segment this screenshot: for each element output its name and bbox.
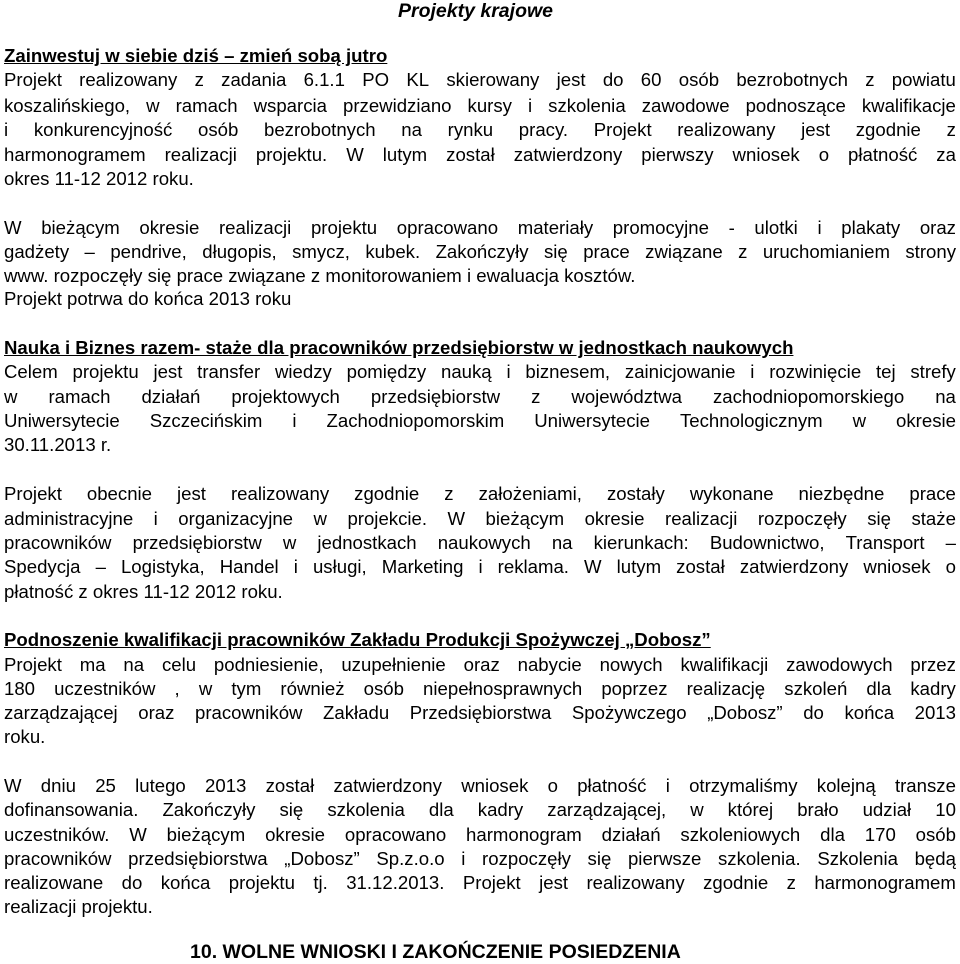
word: zainicjowanie bbox=[624, 361, 736, 382]
word: naukowych bbox=[437, 532, 531, 553]
word: na bbox=[123, 654, 145, 675]
word: zadania bbox=[221, 69, 287, 90]
word: kursy bbox=[467, 95, 512, 116]
word: otrzymaliśmy bbox=[689, 775, 798, 796]
word: związane bbox=[645, 241, 723, 262]
word: Zakończyły bbox=[435, 241, 529, 262]
word: PO bbox=[362, 69, 390, 90]
word: transfer bbox=[197, 361, 261, 382]
word: się bbox=[279, 799, 304, 820]
word: i bbox=[292, 410, 297, 431]
word: zawodowe bbox=[641, 95, 730, 116]
word: tj. bbox=[313, 872, 328, 893]
word: długopis, bbox=[202, 241, 277, 262]
word: i bbox=[153, 508, 158, 529]
word: kwalifikacji bbox=[680, 654, 769, 675]
word: Budownictwo, bbox=[709, 532, 825, 553]
word: bieżącym bbox=[166, 824, 246, 845]
word: niepełnosprawnych bbox=[423, 678, 583, 699]
word: do bbox=[121, 872, 143, 893]
word: skierowany bbox=[446, 69, 540, 90]
paragraph-line: Projekt potrwa do końca 2013 roku bbox=[4, 288, 292, 309]
word: strefy bbox=[910, 361, 956, 382]
word: Szczecińskim bbox=[149, 410, 263, 431]
word: Zakładu bbox=[323, 702, 390, 723]
word: na bbox=[401, 119, 422, 140]
word: ma bbox=[79, 654, 106, 675]
word: okresie bbox=[584, 508, 645, 529]
word: Transport bbox=[845, 532, 925, 553]
word: podnoszące bbox=[745, 95, 846, 116]
word: ramach bbox=[48, 386, 111, 407]
word: powiatu bbox=[891, 69, 956, 90]
word: 6.1.1 bbox=[303, 69, 345, 90]
word: realizowane bbox=[4, 872, 104, 893]
word: został bbox=[265, 775, 315, 796]
word: Projekt bbox=[593, 119, 652, 140]
word: dofinansowania. bbox=[4, 799, 139, 820]
paragraph-line bbox=[4, 871, 956, 895]
word: przedsiębiorstwa bbox=[128, 848, 268, 869]
word: pendrive, bbox=[110, 241, 187, 262]
word: staże bbox=[911, 508, 956, 529]
word: w bbox=[690, 799, 704, 820]
word: oraz bbox=[919, 217, 956, 238]
word: do bbox=[602, 69, 624, 90]
section-title-dobosz: Podnoszenie kwalifikacji pracowników Zakładu Produkcji Spożywczej „Dobosz” bbox=[4, 629, 711, 650]
word: Projekt bbox=[4, 69, 62, 90]
word: pracowników bbox=[194, 702, 303, 723]
word: jednostkach bbox=[317, 532, 417, 553]
word: usługi, bbox=[312, 556, 367, 577]
word: 31.12.2013. bbox=[346, 872, 445, 893]
word: transze bbox=[894, 775, 956, 796]
word: zarządzającej, bbox=[547, 799, 667, 820]
word: płatność bbox=[577, 775, 647, 796]
word: jest bbox=[177, 483, 206, 504]
paragraph-line bbox=[4, 677, 956, 701]
word: województwa bbox=[571, 386, 682, 407]
word: z bbox=[194, 69, 204, 90]
word: realizowany bbox=[230, 483, 330, 504]
word: realizowany bbox=[79, 69, 178, 90]
word: lutym bbox=[382, 144, 428, 165]
word: i bbox=[293, 556, 298, 577]
word: brało bbox=[797, 799, 839, 820]
paragraph-line: 30.11.2013 r. bbox=[4, 434, 112, 455]
paragraph-line: realizacji projektu. bbox=[4, 896, 153, 917]
word: rozpoczęły bbox=[482, 848, 571, 869]
word: poprzez bbox=[601, 678, 668, 699]
word: wniosek bbox=[461, 775, 529, 796]
word: zachodniopomorskiego bbox=[712, 386, 905, 407]
word: w bbox=[313, 508, 327, 529]
word: materiały bbox=[517, 217, 594, 238]
word: na bbox=[551, 532, 573, 553]
word: projektu bbox=[228, 872, 295, 893]
word: dla bbox=[866, 678, 892, 699]
word: rynku bbox=[447, 119, 494, 140]
word: Szkolenia bbox=[817, 848, 898, 869]
paragraph-line bbox=[4, 385, 956, 409]
paragraph-line bbox=[4, 847, 956, 871]
word: przewidziano bbox=[342, 95, 452, 116]
paragraph-line bbox=[4, 653, 956, 677]
word: W bbox=[447, 508, 466, 529]
word: strony bbox=[905, 241, 956, 262]
word: jest bbox=[801, 119, 831, 140]
word: uzupełnienie bbox=[341, 654, 446, 675]
word: i bbox=[461, 848, 466, 869]
word: 60 bbox=[640, 69, 662, 90]
word: uruchomianiem bbox=[762, 241, 890, 262]
word: z bbox=[946, 119, 956, 140]
word: realizowany bbox=[586, 872, 685, 893]
paragraph-line bbox=[4, 701, 956, 725]
word: pracowników bbox=[4, 532, 112, 553]
word: nauką bbox=[440, 361, 492, 382]
word: o bbox=[547, 775, 558, 796]
word: zatwierdzony bbox=[333, 775, 442, 796]
word: , bbox=[174, 678, 180, 699]
word: harmonogram bbox=[466, 824, 582, 845]
word: wiedzy bbox=[275, 361, 332, 382]
word: działań bbox=[141, 386, 201, 407]
word: rozwinięcie bbox=[769, 361, 862, 382]
word: osób bbox=[678, 69, 720, 90]
word: pierwszy bbox=[641, 144, 714, 165]
word: Marketing bbox=[381, 556, 464, 577]
word: o bbox=[818, 144, 830, 165]
word: jest bbox=[539, 872, 569, 893]
paragraph-line bbox=[4, 555, 956, 579]
paragraph-line bbox=[4, 118, 956, 142]
word: koszalińskiego, bbox=[4, 95, 131, 116]
word: organizacyjne bbox=[178, 508, 294, 529]
word: realizację bbox=[686, 678, 766, 699]
section-title-nauka-biznes: Nauka i Biznes razem- staże dla pracowników przedsiębiorstw w jednostkach naukowych bbox=[4, 337, 794, 358]
word: za bbox=[936, 144, 956, 165]
final-heading: 10. WOLNE WNIOSKI I ZAKOŃCZENIE POSIEDZENIA bbox=[190, 941, 681, 963]
word: projekcie. bbox=[347, 508, 428, 529]
word: jest bbox=[153, 361, 183, 382]
word: oraz bbox=[138, 702, 175, 723]
word: pierwsze bbox=[627, 848, 702, 869]
word: promocyjne bbox=[612, 217, 709, 238]
word: tym bbox=[231, 678, 262, 699]
paragraph-line bbox=[4, 143, 956, 167]
paragraph-line bbox=[4, 94, 956, 118]
word: i bbox=[527, 95, 533, 116]
word: okresie bbox=[896, 410, 956, 431]
word: się bbox=[544, 241, 568, 262]
word: reklama. bbox=[497, 556, 569, 577]
paragraph-line bbox=[4, 507, 956, 531]
word: zawodowych bbox=[786, 654, 893, 675]
paragraph-line: okres 11-12 2012 roku. bbox=[4, 168, 194, 189]
word: realizacji bbox=[164, 144, 237, 165]
word: Projekt bbox=[4, 483, 62, 504]
word: został bbox=[676, 556, 725, 577]
word: w bbox=[198, 678, 213, 699]
word: wykonane bbox=[689, 483, 774, 504]
word: z bbox=[444, 483, 454, 504]
word: uczestników bbox=[54, 678, 156, 699]
paragraph-line: roku. bbox=[4, 726, 46, 747]
word: wniosek bbox=[732, 144, 800, 165]
word: – bbox=[95, 556, 106, 577]
word: W bbox=[4, 775, 22, 796]
word: z bbox=[786, 872, 796, 893]
word: zarządzającej bbox=[4, 702, 118, 723]
word: 10 bbox=[935, 799, 956, 820]
word: się bbox=[587, 848, 612, 869]
word: z bbox=[865, 69, 875, 90]
word: 2013 bbox=[914, 702, 956, 723]
word: szkoleniowych bbox=[680, 824, 801, 845]
word: i bbox=[665, 775, 670, 796]
word: – bbox=[945, 532, 956, 553]
word: szkolenia. bbox=[717, 848, 801, 869]
word: kadry bbox=[910, 678, 956, 699]
paragraph-line: www. rozpoczęły się prace związane z monitorowaniem i ewaluacja kosztów. bbox=[4, 265, 636, 286]
word: w bbox=[282, 532, 297, 553]
word: Uniwersytecie bbox=[534, 410, 650, 431]
word: Zachodniopomorskim bbox=[326, 410, 505, 431]
word: kadry bbox=[477, 799, 524, 820]
word: bieżącym bbox=[485, 508, 565, 529]
word: opracowano bbox=[344, 824, 447, 845]
word: przez bbox=[910, 654, 956, 675]
word: projektu bbox=[310, 217, 378, 238]
word: dla bbox=[428, 799, 454, 820]
word: i bbox=[817, 217, 822, 238]
word: bezrobotnych bbox=[736, 69, 848, 90]
word: obecnie bbox=[86, 483, 153, 504]
word: wniosek bbox=[863, 556, 931, 577]
word: i bbox=[478, 556, 483, 577]
word: projektu bbox=[72, 361, 139, 382]
word: realizacji bbox=[665, 508, 738, 529]
word: 170 bbox=[864, 824, 896, 845]
word: o bbox=[945, 556, 956, 577]
word: Przedsiębiorstwa bbox=[409, 702, 552, 723]
word: nabycie bbox=[517, 654, 582, 675]
word: z bbox=[531, 386, 541, 407]
word: – bbox=[84, 241, 95, 262]
word: ulotki bbox=[754, 217, 798, 238]
word: niezbędne bbox=[798, 483, 885, 504]
word: w bbox=[4, 386, 18, 407]
word: Handel bbox=[219, 556, 279, 577]
word: przedsiębiorstw bbox=[132, 532, 262, 553]
word: realizacji bbox=[218, 217, 292, 238]
word: został bbox=[446, 144, 495, 165]
word: administracyjne bbox=[4, 508, 134, 529]
word: biznesem, bbox=[525, 361, 611, 382]
word: rozpoczęły bbox=[757, 508, 847, 529]
word: prace bbox=[909, 483, 956, 504]
word: Celem bbox=[4, 361, 58, 382]
word: szkolenia bbox=[548, 95, 626, 116]
paragraph-line bbox=[4, 360, 956, 384]
word: działań bbox=[601, 824, 661, 845]
word: osób bbox=[363, 678, 404, 699]
paragraph-line bbox=[4, 68, 956, 92]
word: osób bbox=[915, 824, 956, 845]
paragraph-line bbox=[4, 216, 956, 240]
word: będą bbox=[914, 848, 956, 869]
word: osób bbox=[197, 119, 239, 140]
paragraph-line bbox=[4, 482, 956, 506]
word: W bbox=[346, 144, 364, 165]
paragraph-line bbox=[4, 798, 956, 822]
word: zgodnie bbox=[703, 872, 769, 893]
word: pomiędzy bbox=[346, 361, 427, 382]
word: konkurencyjność bbox=[33, 119, 173, 140]
word: Spedycja bbox=[4, 556, 81, 577]
word: kubek. bbox=[365, 241, 421, 262]
word: dniu bbox=[40, 775, 76, 796]
word: której bbox=[727, 799, 774, 820]
word: przedsiębiorstw bbox=[370, 386, 501, 407]
word: W bbox=[129, 824, 147, 845]
word: lutym bbox=[616, 556, 662, 577]
word: wsparcia bbox=[253, 95, 327, 116]
word: okresie bbox=[139, 217, 200, 238]
word: na bbox=[935, 386, 956, 407]
word: zatwierdzony bbox=[739, 556, 849, 577]
word: realizowany bbox=[677, 119, 776, 140]
word: jest bbox=[556, 69, 586, 90]
word: z bbox=[738, 241, 748, 262]
paragraph-line bbox=[4, 531, 956, 555]
word: tej bbox=[875, 361, 896, 382]
section-title-zainwestuj: Zainwestuj w siebie dziś – zmień sobą jutro bbox=[4, 45, 388, 66]
word: podniesienie, bbox=[213, 654, 324, 675]
word: zostały bbox=[606, 483, 665, 504]
word: oraz bbox=[463, 654, 500, 675]
word: i bbox=[4, 119, 9, 140]
word: końca bbox=[844, 702, 895, 723]
word: końca bbox=[160, 872, 211, 893]
word: - bbox=[728, 217, 735, 238]
page-header: Projekty krajowe bbox=[398, 0, 553, 22]
word: celu bbox=[161, 654, 197, 675]
paragraph-line: płatność z okres 11-12 2012 roku. bbox=[4, 581, 283, 602]
word: „Dobosz” bbox=[707, 702, 783, 723]
word: 180 bbox=[4, 678, 36, 699]
word: projektowych bbox=[231, 386, 340, 407]
word: w bbox=[146, 95, 160, 116]
word: pracowników bbox=[4, 848, 112, 869]
word: plakaty bbox=[841, 217, 901, 238]
word: Sp.z.o.o bbox=[376, 848, 445, 869]
word: projektu. bbox=[255, 144, 328, 165]
word: zgodnie bbox=[354, 483, 420, 504]
word: bezrobotnych bbox=[263, 119, 376, 140]
word: Projekt bbox=[462, 872, 521, 893]
word: KL bbox=[406, 69, 430, 90]
word: W bbox=[4, 217, 22, 238]
word: zatwierdzony bbox=[513, 144, 623, 165]
word: nowych bbox=[599, 654, 663, 675]
word: kwalifikacje bbox=[861, 95, 956, 116]
word: szkoleń bbox=[784, 678, 848, 699]
word: Logistyka, bbox=[120, 556, 205, 577]
word: dla bbox=[820, 824, 845, 845]
word: gadżety bbox=[4, 241, 70, 262]
paragraph-line bbox=[4, 774, 956, 798]
word: okresie bbox=[265, 824, 326, 845]
word: Zakończyły bbox=[162, 799, 256, 820]
word: harmonogramem bbox=[4, 144, 146, 165]
word: założeniami, bbox=[478, 483, 582, 504]
word: udział bbox=[862, 799, 912, 820]
word: również bbox=[280, 678, 345, 699]
word: W bbox=[584, 556, 602, 577]
word: „Dobosz” bbox=[284, 848, 360, 869]
paragraph-line bbox=[4, 823, 956, 847]
word: opracowano bbox=[396, 217, 499, 238]
word: Technologicznym bbox=[679, 410, 823, 431]
word: lutego bbox=[135, 775, 186, 796]
paragraph-line bbox=[4, 409, 956, 433]
word: uczestników. bbox=[4, 824, 110, 845]
word: w bbox=[852, 410, 867, 431]
word: kierunkach: bbox=[593, 532, 689, 553]
word: szkolenia bbox=[327, 799, 405, 820]
word: bieżącym bbox=[41, 217, 120, 238]
word: Projekt bbox=[4, 654, 62, 675]
word: prace bbox=[583, 241, 630, 262]
word: Spożywczego bbox=[571, 702, 687, 723]
paragraph-line bbox=[4, 240, 956, 264]
word: do bbox=[803, 702, 824, 723]
word: 25 bbox=[95, 775, 116, 796]
word: płatność bbox=[848, 144, 918, 165]
word: ramach bbox=[175, 95, 238, 116]
word: się bbox=[867, 508, 891, 529]
word: i bbox=[506, 361, 511, 382]
word: i bbox=[750, 361, 755, 382]
word: harmonogramem bbox=[814, 872, 956, 893]
word: kolejną bbox=[816, 775, 876, 796]
word: pracy. bbox=[518, 119, 569, 140]
word: smycz, bbox=[292, 241, 350, 262]
word: zgodnie bbox=[855, 119, 921, 140]
word: 2013 bbox=[205, 775, 247, 796]
word: Uniwersytecie bbox=[4, 410, 120, 431]
